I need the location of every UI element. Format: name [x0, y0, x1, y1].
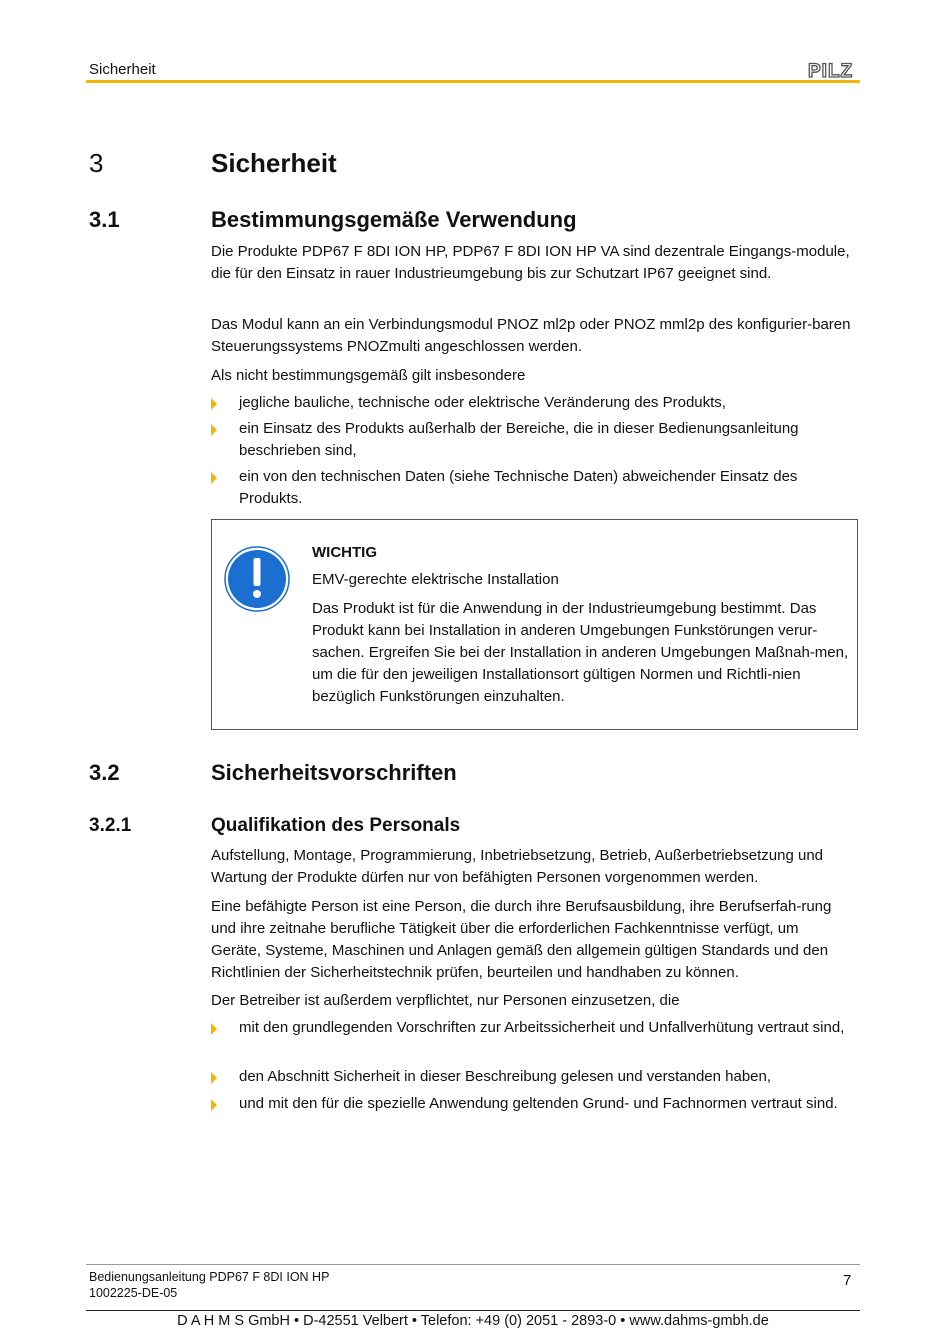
subsection-number: 3.1	[89, 207, 120, 232]
list-item-text: ein von den technischen Daten (siehe Technische Daten) abweichender Einsatz des Produkts.	[239, 468, 798, 507]
list-item-text: und mit den für die spezielle Anwendung geltenden Grund- und Fachnormen vertraut sind.	[239, 1095, 838, 1112]
list-item-text: jegliche bauliche, technische oder elektrische Veränderung des Produkts,	[239, 394, 726, 411]
list-item-text: mit den grundlegenden Vorschriften zur Arbeitssicherheit und Unfallverhütung vertraut sind,	[239, 1019, 845, 1036]
footer-doc-info	[89, 1269, 329, 1301]
paragraph: Aufstellung, Montage, Programmierung, Inbetriebsetzung, Betrieb, Außerbetriebsetzung und Wartung der Produkte dürfen nur von befähigten Personen vorgenommen werden.	[211, 847, 824, 886]
header-title: Sicherheit	[89, 61, 156, 78]
bullet-arrow-icon	[211, 1099, 217, 1111]
paragraph: Als nicht bestimmungsgemäß gilt insbesondere	[211, 367, 526, 384]
exclamation-icon	[224, 546, 290, 612]
subsection-title: Sicherheitsvorschriften	[211, 760, 457, 785]
bullet-arrow-icon	[211, 472, 217, 484]
notice-box	[211, 519, 858, 730]
paragraph: Das Modul kann an ein Verbindungsmodul PNOZ ml2p oder PNOZ mml2p des konfigurier-baren Steuerungssystems PNOZmulti angeschlossen werden.	[211, 316, 851, 355]
subsection-title: Bestimmungsgemäße Verwendung	[211, 207, 577, 232]
paragraph: Der Betreiber ist außerdem verpflichtet, nur Personen einzusetzen, die	[211, 992, 680, 1009]
notice-body: Das Produkt ist für die Anwendung in der Industrieumgebung bestimmt. Das Produkt kann bei Installation in anderen Umgebungen Funkstörungen verur-sachen. Ergreifen Sie bei der Installation in anderen Umgebungen Maßnah-men, um die für den jeweiligen Installationsort gültigen Normen und Richtli-nien bezüglich Funkstörungen einzuhalten.	[312, 600, 849, 705]
header-rule	[86, 80, 860, 83]
list-item-text: ein Einsatz des Produkts außerhalb der Bereiche, die in dieser Bedienungsanleitung beschrieben sind,	[239, 420, 799, 459]
paragraph: Eine befähigte Person ist eine Person, die durch ihre Berufsausbildung, ihre Berufserfah-rung und ihre zeitnahe berufliche Tätigkeit über die erforderlichen Fachkenntnisse verfügt, um Geräte, Systeme, Maschinen und Anlagen gemäß den allgemein gültigen Standards und den Richtlinien der Sicherheitstechnik prüfen, beurteilen und handhaben zu können.	[211, 898, 832, 981]
subsubsection-title: Qualifikation des Personals	[211, 815, 461, 836]
page-number: 7	[843, 1272, 852, 1289]
subsubsection-number: 3.2.1	[89, 815, 132, 836]
footer-company: D A H M S GmbH • D-42551 Velbert • Telefon: +49 (0) 2051 - 2893-0 • www.dahms-gmbh.de	[177, 1313, 769, 1329]
footer-doc-title: Bedienungsanleitung PDP67 F 8DI ION HP	[89, 1270, 330, 1284]
notice-subtitle: EMV-gerechte elektrische Installation	[312, 571, 559, 588]
footer-doc-number: 1002225-DE-05	[89, 1286, 178, 1300]
bullet-arrow-icon	[211, 1072, 217, 1084]
section-number: 3	[89, 148, 104, 178]
bullet-arrow-icon	[211, 424, 217, 436]
footer-rule	[86, 1310, 860, 1311]
logo-text: PILZ	[808, 61, 854, 80]
bullet-arrow-icon	[211, 1023, 217, 1035]
notice-title: WICHTIG	[312, 544, 377, 561]
list-item-text: den Abschnitt Sicherheit in dieser Beschreibung gelesen und verstanden haben,	[239, 1068, 772, 1085]
paragraph: Die Produkte PDP67 F 8DI ION HP, PDP67 F 8DI ION HP VA sind dezentrale Eingangs-module, die für den Einsatz in rauer Industrieumgebung bis zur Schutzart IP67 geeignet sind.	[211, 243, 850, 282]
subsection-number: 3.2	[89, 760, 120, 785]
pilz-logo	[808, 60, 860, 80]
footer-rule	[86, 1264, 860, 1265]
bullet-arrow-icon	[211, 398, 217, 410]
section-title: Sicherheit	[211, 148, 337, 178]
